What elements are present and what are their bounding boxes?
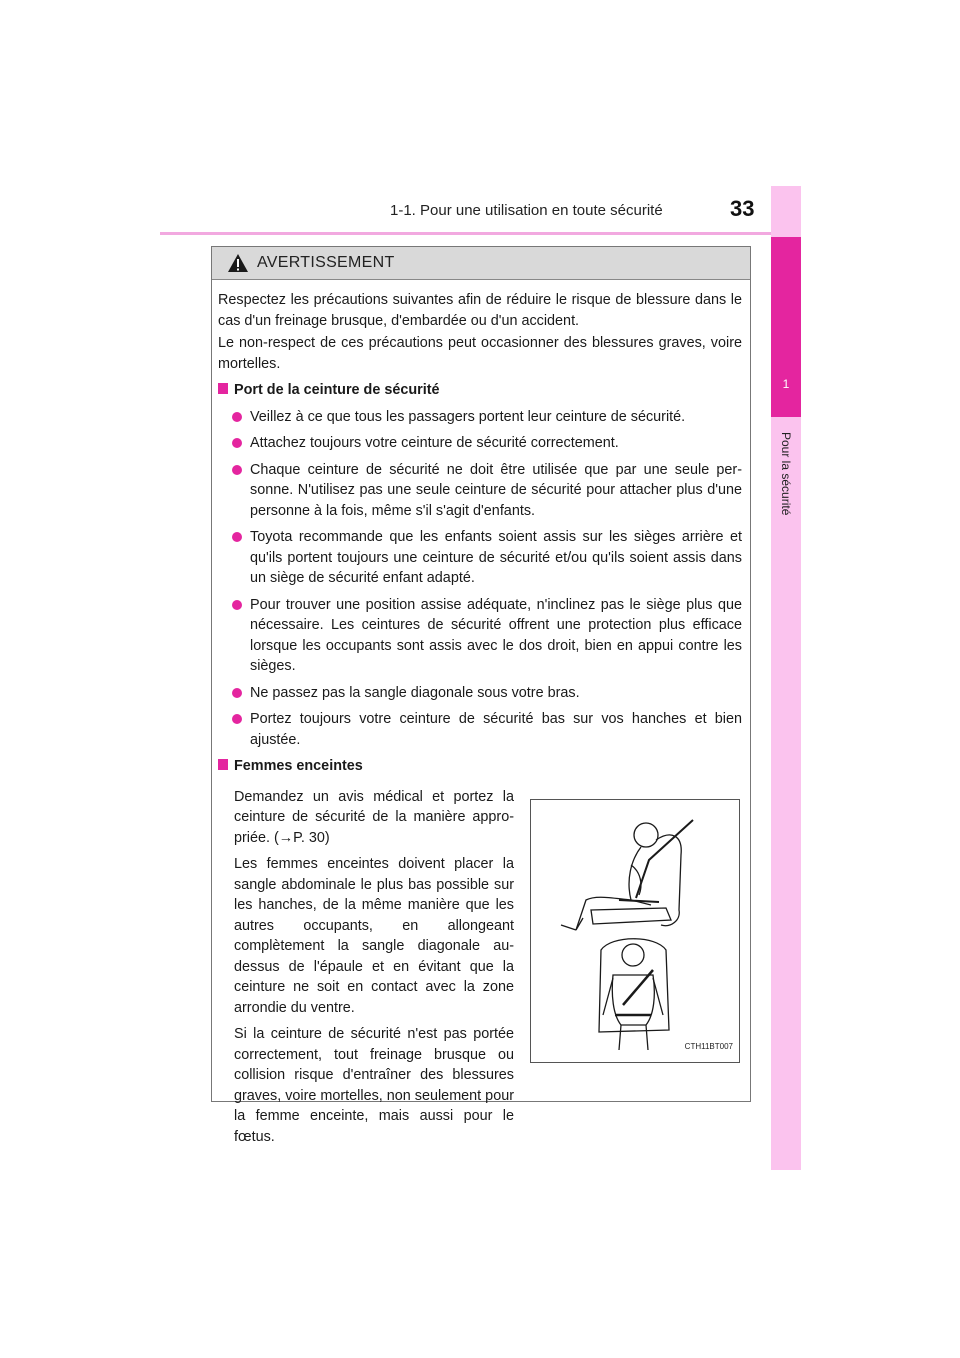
list-item [218,709,742,750]
section-heading-pregnant [218,756,742,777]
square-bullet-icon [218,383,228,394]
warning-triangle-icon [227,253,249,273]
seatbelt-bullet-list [218,407,742,751]
warning-header [212,247,750,280]
list-item-text: Veillez à ce que tous les passagers portent leur ceinture de sécurité. [250,408,686,425]
header-divider [160,232,800,235]
pregnant-section [218,781,742,1148]
section-title: 1-1. Pour une utilisation en toute sécurité [390,202,663,219]
list-item-text: Pour trouver une position assise adéquate, n'inclinez pas le siège plus que nécessaire. Les ceintures de sécurité offrent une protection plus efficace lorsque les occupants sont assis avec le dos droit, bien en appui contre les sièges. [250,596,742,674]
section-heading-seatbelt [218,380,742,401]
list-item [218,683,742,704]
list-item-text: Toyota recommande que les enfants soient assis sur les sièges arrière et qu'ils portent toujours une ceinture de sécurité et/ou qu'ils soient assis dans un siège de sécurité enfant adapté. [250,529,742,586]
pregnant-paragraph: Demandez un avis médical et portez la ceinture de sécurité de la manière appro-priée. (→P. 30) [234,788,514,846]
pregnant-text-column [218,781,514,1148]
seatbelt-illustration [530,799,740,1063]
intro-paragraph: Le non-respect de ces précautions peut occasionner des blessures graves, voire mortelles. [218,335,742,372]
bullet-dot-icon [232,465,242,475]
bullet-dot-icon [232,600,242,610]
bullet-dot-icon [232,532,242,542]
list-item [218,595,742,677]
bullet-dot-icon [232,438,242,448]
list-item-text: Attachez toujours votre ceinture de sécurité correctement. [250,435,619,451]
list-item [218,527,742,589]
section-heading-text: Femmes enceintes [234,758,363,774]
list-item-text: Ne passez pas la sangle diagonale sous votre bras. [250,684,580,701]
intro-paragraph: Respectez les précautions suivantes afin de réduire le risque de blessure dans le cas d'un freinage brusque, d'embardée ou d'un accident. [218,292,742,329]
chapter-label: Pour la sécurité [779,432,793,516]
pregnant-paragraph: Les femmes enceintes doivent placer la sangle abdominale le plus bas possible sur les hanches, de la même manière que les autres occupants, en allongeant complètement la sangle diagonale au-dessus de l'épaule et en évitant que la ceinture ne soit en contact avec la zone arrondie du ventre. [234,856,514,1016]
warning-box [211,246,751,1145]
square-bullet-icon [218,759,228,770]
bullet-dot-icon [232,688,242,698]
list-item [218,433,742,454]
pregnant-paragraph: Si la ceinture de sécurité n'est pas portée correctement, tout freinage brusque ou collision risque d'entraîner des blessures graves, voire mortelles, non seulement pour la femme enceinte, mais aussi pour le fœtus. [234,1026,514,1145]
chapter-number: 1 [782,377,790,391]
list-item-text: Portez toujours votre ceinture de sécurité bas sur vos hanches et bien ajustée. [250,711,742,748]
list-item-text: Chaque ceinture de sécurité ne doit être utilisée que par une seule per-sonne. N'utilisez pas une seule ceinture de sécurité pour attacher plus d'une personne à la fois, même s'il s'agit d'enfants. [250,461,742,519]
bullet-dot-icon [232,714,242,724]
pregnant-woman-seatbelt-illustration [531,800,739,1062]
bullet-dot-icon [232,412,242,422]
warning-title: AVERTISSEMENT [257,254,395,271]
warning-body [212,280,750,1147]
section-heading-text: Port de la ceinture de sécurité [234,382,440,398]
list-item [218,407,742,428]
list-item [218,460,742,522]
page-number: 33 [730,196,755,221]
illustration-code: CTH11BT007 [684,1042,733,1051]
